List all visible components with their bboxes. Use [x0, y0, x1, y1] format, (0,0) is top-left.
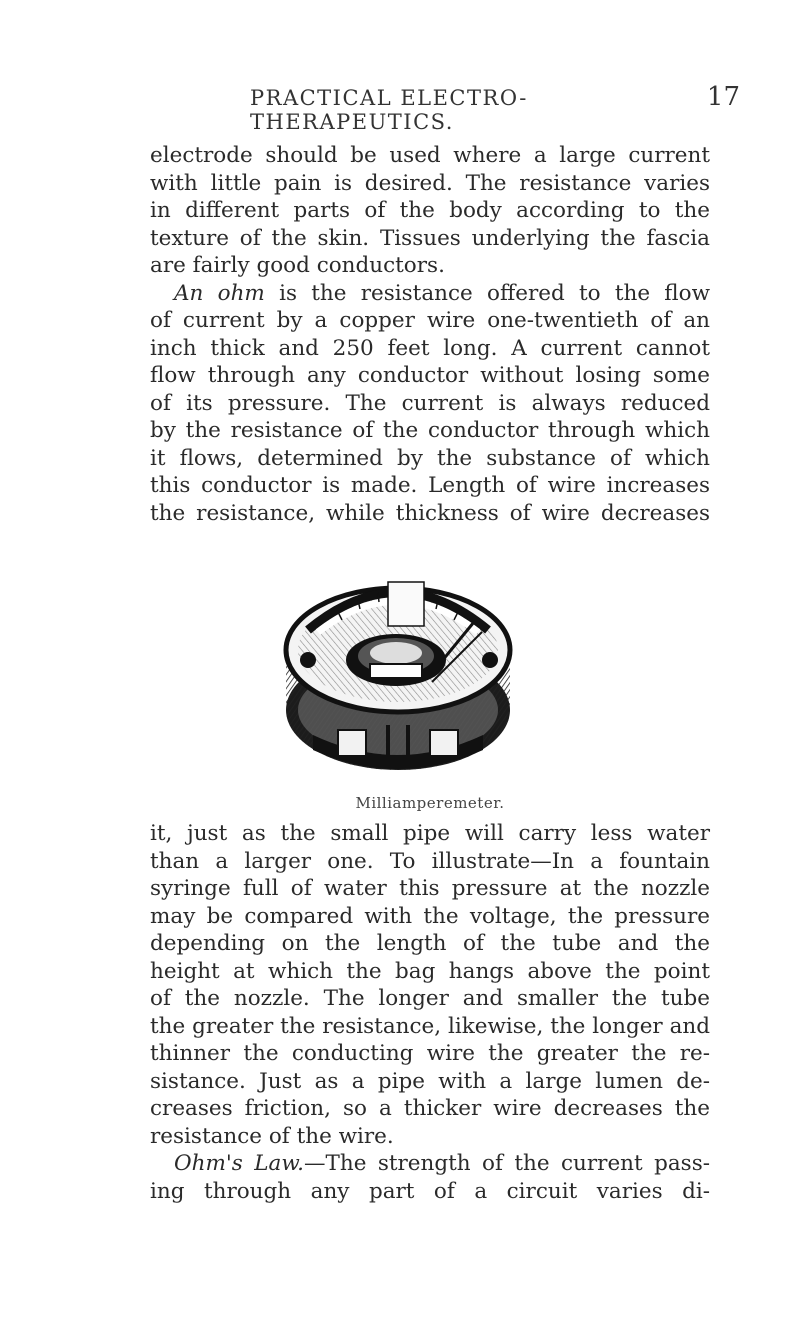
text-line: of its pressure. The current is always reduced — [150, 390, 710, 416]
ohm-definition-text: is the resistance offered to the flow — [264, 280, 710, 306]
running-title: PRACTICAL ELECTRO-THERAPEUTICS. — [250, 86, 528, 134]
text-line: this conductor is made. Length of wire increases — [150, 473, 710, 498]
ohms-law-first-line — [150, 1150, 710, 1178]
text-line: it, just as the small pipe will carry less water — [150, 821, 710, 846]
text-line: it flows, determined by the substance of which — [150, 445, 710, 471]
text-line: creases friction, so a thicker wire decreases the — [150, 1096, 710, 1121]
text-line: with little pain is desired. The resistance varies — [150, 170, 710, 196]
ohm-term: An ohm — [174, 280, 265, 306]
text-line: are fairly good conductors. — [150, 253, 445, 278]
text-block-bottom — [150, 820, 710, 1205]
text-line: inch thick and 250 feet long. A current cannot — [150, 335, 710, 361]
text-line: ing through any part of a circuit varies di- — [150, 1178, 710, 1204]
text-line: height at which the bag hangs above the point — [150, 958, 710, 984]
text-line: flow through any conductor without losing some — [150, 363, 710, 388]
text-line: electrode should be used where a large current — [150, 143, 710, 168]
text-line: sistance. Just as a pipe with a large lumen de- — [150, 1068, 710, 1094]
text-line: depending on the length of the tube and the — [150, 931, 710, 956]
milliamperemeter-illustration — [278, 560, 518, 778]
text-line: in different parts of the body according to the — [150, 198, 710, 223]
text-line: of current by a copper wire one-twentieth of an — [150, 308, 710, 333]
ohms-law-term: Ohm's Law. — [174, 1151, 305, 1176]
text-line: may be compared with the voltage, the pressure — [150, 903, 710, 929]
ohm-definition-first-line — [150, 280, 710, 308]
text-line: texture of the skin. Tissues underlying the fascia — [150, 225, 710, 251]
text-block-top — [150, 142, 710, 527]
text-line: the resistance, while thickness of wire decreases — [150, 500, 710, 526]
text-line: syringe full of water this pressure at the nozzle — [150, 876, 710, 901]
text-line: thinner the conducting wire the greater the re- — [150, 1041, 710, 1066]
text-line: the greater the resistance, likewise, the longer and — [150, 1013, 710, 1039]
milliamperemeter-figure — [278, 560, 518, 778]
text-line: by the resistance of the conductor through which — [150, 418, 710, 443]
ohms-law-text: —The strength of the current pass- — [304, 1151, 710, 1176]
text-line: resistance of the wire. — [150, 1123, 394, 1149]
figure-caption: Milliamperemeter. — [355, 794, 505, 812]
text-line: than a larger one. To illustrate—In a fountain — [150, 848, 710, 874]
text-line: of the nozzle. The longer and smaller the tube — [150, 986, 710, 1011]
running-head — [250, 82, 740, 134]
page-number: 17 — [706, 82, 740, 112]
